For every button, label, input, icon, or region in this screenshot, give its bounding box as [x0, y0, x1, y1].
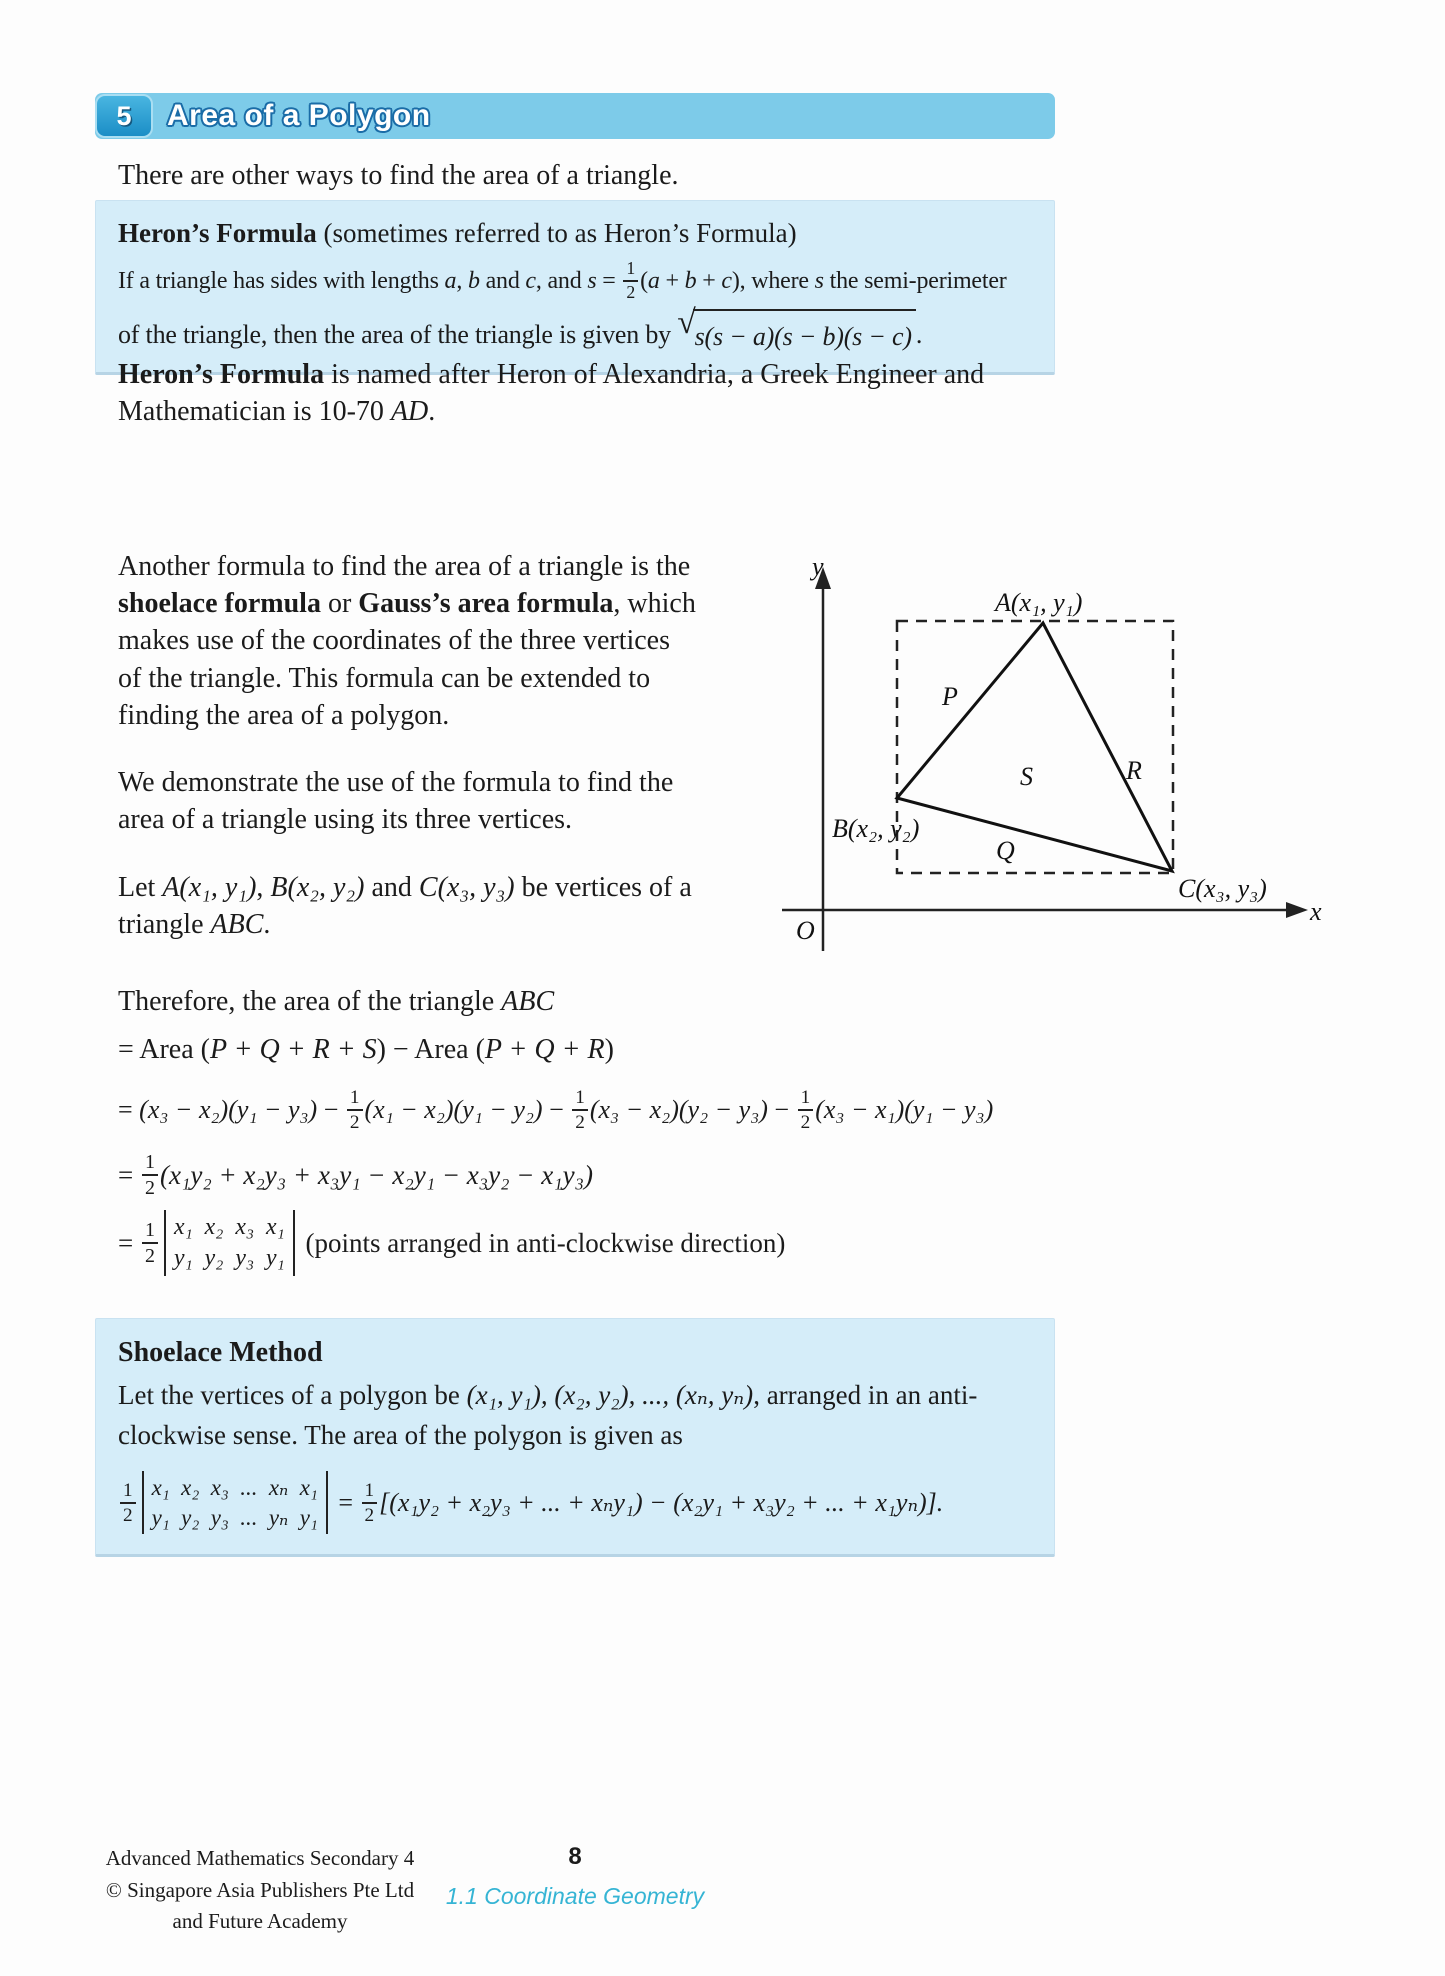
shoelace-method-sentence: Let the vertices of a polygon be (x₁, y₁), (x₂, y₂), ..., (xₙ, yₙ), arranged in an anti-clockwise sense. The area of the polygon is given as	[118, 1380, 978, 1450]
imprint-line-3: and Future Academy	[172, 1909, 348, 1933]
shoelace-paragraph-2: We demonstrate the use of the formula to find the area of a triangle using its three vertices.	[118, 767, 674, 836]
heron-box-formula-line-2: of the triangle, then the area of the triangle is given by √ s(s − a)(s − b)(s − c) .	[118, 309, 1032, 360]
region-p-label: P	[942, 682, 958, 711]
region-r-label: R	[1126, 756, 1142, 785]
section-title: Area of a Polygon	[167, 99, 431, 132]
vertex-a-label: A(x₁, y₁)	[995, 588, 1083, 617]
shoelace-paragraph-3: Let A(x₁, y₁), B(x₂, y₂) and C(x₃, y₃) be vertices of a triangle ABC.	[118, 871, 692, 940]
shoelace-intro-column	[118, 548, 698, 973]
section-banner	[95, 93, 1055, 139]
section-reference: 1.1 Coordinate Geometry	[445, 1883, 705, 1909]
section-number: 5	[116, 100, 132, 131]
imprint-line-1: Advanced Mathematics Secondary 4	[105, 1846, 415, 1870]
shoelace-method-box	[95, 1318, 1055, 1557]
imprint-line-2: © Singapore Asia Publishers Pte Ltd	[105, 1877, 415, 1902]
derivation-block	[118, 982, 1118, 1284]
page-number: 8	[568, 1843, 582, 1870]
vertex-b-label: B(x₂, y₂)	[832, 814, 920, 843]
section-number-badge	[95, 94, 153, 138]
region-s-label: S	[1020, 762, 1033, 791]
derivation-line-2: = Area (P + Q + R + S) − Area (P + Q + R)	[118, 1034, 614, 1065]
shoelace-method-title: Shoelace Method	[118, 1337, 323, 1368]
derivation-line-5: = $\frac{1}{2}$ x₁ x₂ x₃ x₁ y₁ y₂ y₃ y₁ (points arranged in anti-clockwise direction)	[118, 1210, 1118, 1276]
heron-box-formula-line-1: If a triangle has sides with lengths a , b and c , and s = $\frac{1}{2}$ ( a + b + c ), where s the semi-perimeter	[118, 258, 1007, 302]
derivation-line-4: = $\frac{1}{2}$ (x₁y₂ + x₂y₃ + x₃y₁ − x₂y₁ − x₃y₂ − x₁y₃)	[118, 1151, 593, 1199]
derivation-line-3: = (x₃ − x₂)(y₁ − y₃) − $\frac{1}{2}$ (x₁ − x₂)(y₁ − y₂) − $\frac{1}{2}$ (x₃ − x₂)(y₂ − y₃) − $\frac{1}{2}$ (x₃ − x₁)(y₁ − y₃)	[118, 1086, 994, 1133]
heron-note-paragraph: Heron’s Formula is named after Heron of Alexandria, a Greek Engineer and Mathematician is 10-70 AD.	[118, 359, 985, 428]
shoelace-method-formula: $\frac{1}{2}$ x₁ x₂ x₃ ... xₙ x₁ y₁ y₂ y₃ ... yₙ y₁ = $\frac{1}{2}$ [(x₁y₂ + x₂y₃ + ... + xₙy₁) − (x₂y₁ + x₃y₂ + ... + x₁yₙ)].	[118, 1467, 1032, 1542]
y-axis-label: y	[812, 553, 824, 581]
x-axis-label: x	[1310, 897, 1322, 926]
derivation-line-1: Therefore, the area of the triangle ABC	[118, 986, 555, 1017]
region-q-label: Q	[996, 836, 1015, 865]
vertex-c-label: C(x₃, y₃)	[1178, 874, 1267, 903]
shoelace-paragraph-1: Another formula to find the area of a triangle is the shoelace formula or Gauss’s area formula, which makes use of the coordinates of the three vertices of the triangle. This formula can be extended to finding the area of a polygon.	[118, 551, 696, 731]
heron-formula-box	[95, 200, 1055, 375]
x-axis-arrowhead	[1286, 902, 1308, 918]
triangle-abc	[897, 623, 1172, 871]
origin-label: O	[796, 916, 815, 945]
heron-box-title-line: Heron’s Formula (sometimes referred to as Heron’s Formula)	[118, 218, 797, 248]
intro-paragraph: There are other ways to find the area of a triangle.	[118, 160, 679, 191]
triangle-diagram	[770, 553, 1330, 965]
